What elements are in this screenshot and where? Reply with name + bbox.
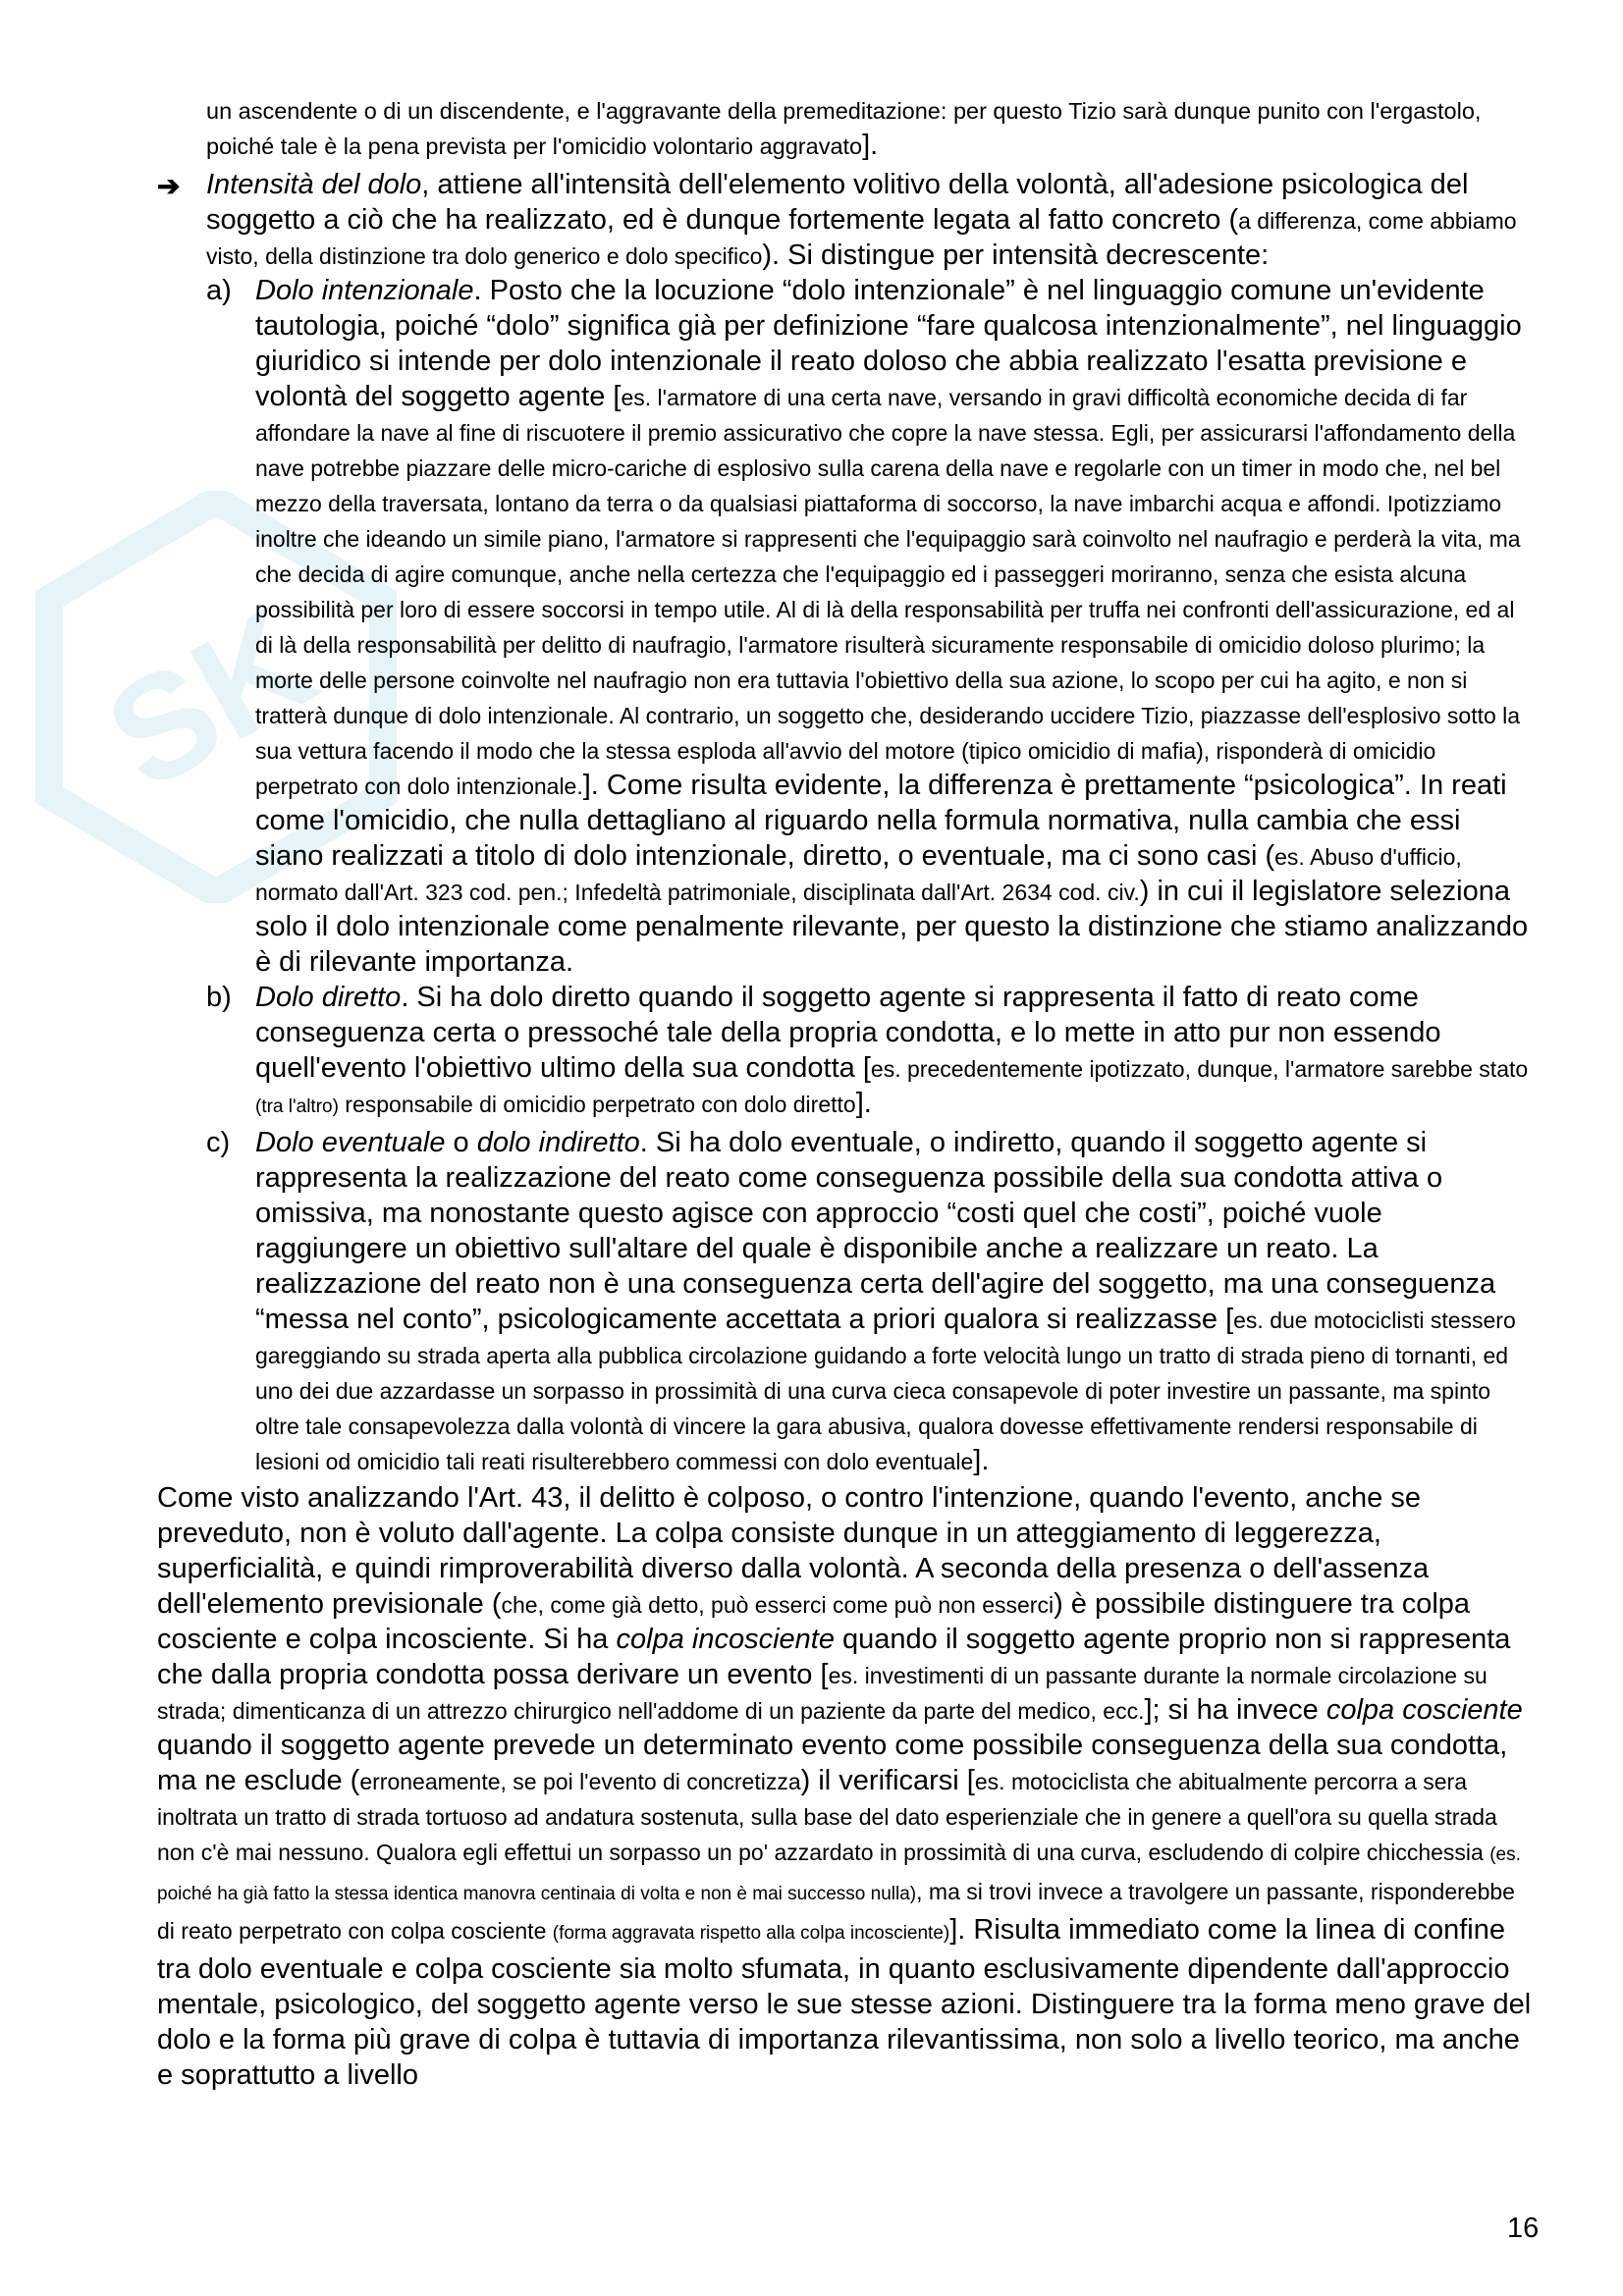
page-content — [157, 94, 1532, 2093]
paragraph-text: quando il soggetto agente proprio non si rappresenta che dalla propria condotta possa derivare un evento [ — [157, 1624, 1511, 1690]
sub-item-title: dolo indiretto — [476, 1127, 640, 1158]
colpa-paragraph — [157, 1480, 1532, 2093]
paragraph-text: quando il soggetto agente prevede un determinato evento come possibile conseguenza della sua condotta, ma ne esclude ( — [157, 1730, 1508, 1796]
paragraph-text: ) è possibile distinguere tra colpa cosciente e colpa incosciente. Si ha — [157, 1588, 1471, 1655]
sub-item-example-aside: (tra l'altro) — [255, 1096, 339, 1117]
paragraph-term: colpa incosciente — [616, 1624, 835, 1655]
sub-item-marker: c) — [206, 1127, 231, 1158]
intensity-bullet — [157, 167, 1532, 273]
paragraph-text: ]; si ha invece — [1144, 1694, 1326, 1726]
sub-item-text: ]. Come risulta evidente, la differenza è prettamente “psicologica”. In reati come l'omicidio, che nulla dettagliano al riguardo nella formula normativa, nulla cambia che essi siano realizzati a titolo di dolo intenzionale, diretto, o eventuale, ma ci sono casi ( — [255, 770, 1507, 872]
sub-item-text: o — [445, 1127, 477, 1158]
sub-item-dolo-eventuale — [157, 1125, 1532, 1478]
sub-item-text: ) in cui il legislatore seleziona solo il dolo intenzionale come penalmente rilevante, per questo la distinzione che stiamo analizzando è di rilevante importanza. — [255, 876, 1529, 978]
paragraph-text: Come visto analizzando l'Art. 43, il delitto è colposo, o contro l'intenzione, quando l'evento, anche se preveduto, non è voluto dall'agente. La colpa consiste dunque in un atteggiamento di leggerezza, superficialità, e quindi rimproverabilità diverso dalla volontà. A seconda della presenza o dell'assenza dell'elemento previsionale ( — [157, 1482, 1430, 1620]
continuation-body: un ascendente o di un discendente, e l'aggravante della premeditazione: per questo Tizio sarà dunque punito con l'ergastolo, poiché tale è la pena prevista per l'omicidio volontario aggravato — [206, 98, 1482, 159]
sub-item-example: es. l'armatore di una certa nave, versando in gravi difficoltà economiche decida di far affondare la nave al fine di riscuotere il premio assicurativo che copre la nave stessa. Egli, per assicurarsi l'affondamento della nave potrebbe piazzare delle micro-cariche di esplosivo sulla carena della nave e regolarle con un timer in modo che, nel bel mezzo della traversata, lontano da terra o da qualsiasi piattaforma di soccorso, la nave imbarchi acqua e affondi. Ipotizziamo inoltre che ideando un simile piano, l'armatore si rappresenti che l'equipaggio sarà coinvolto nel naufragio e perderà la vita, ma che decida di agire comunque, anche nella certezza che l'equipaggio ed i passeggeri moriranno, senza che esista alcuna possibilità per loro di essere soccorsi in tempo utile. Al di là della responsabilità per truffa nei confronti dell'assicurazione, ed al di là della responsabilità per delitto di naufragio, l'armatore risulterà sicuramente responsabile di omicidio doloso plurimo; la morte delle persone coinvolte nel naufragio non era tuttavia l'obiettivo della sua azione, lo scopo per cui ha agito, e non si tratterà dunque di dolo intenzionale. Al contrario, un soggetto che, desiderando uccidere Tizio, piazzasse dell'esplosivo sotto la sua vettura facendo il modo che la stessa esploda all'avvio del motore (tipico omicidio di mafia), risponderà di omicidio perpetrato con dolo intenzionale. — [255, 385, 1521, 799]
sub-item-text: . Si ha dolo eventuale, o indiretto, quando il soggetto agente si rappresenta la realizzazione del reato come conseguenza possibile della sua condotta attiva o omissiva, ma nonostante questo agisce con approccio “costi quel che costi”, poiché vuole raggiungere un obiettivo sull'altare del quale è disponibile anche a realizzare un reato. La realizzazione del reato non è una conseguenza certa dell'agire del soggetto, ma una conseguenza “messa nel conto”, psicologicamente accettata a priori qualora si realizzasse [ — [255, 1127, 1496, 1335]
sub-item-title: Dolo intenzionale — [255, 275, 474, 306]
sub-item-marker: a) — [206, 275, 232, 306]
svg-text:SK: SK — [80, 575, 341, 822]
paragraph-aside: es. investimenti di un passante durante la normale circolazione su strada; dimenticanza di un attrezzo chirurgico nell'addome di un paziente da parte del medico, ecc. — [157, 1663, 1488, 1724]
sub-item-text: . Posto che la locuzione “dolo intenzionale” è nel linguaggio comune un'evidente tautologia, poiché “dolo” significa già per definizione “fare qualcosa intenzionalmente”, nel linguaggio giuridico si intende per dolo intenzionale il reato doloso che abbia realizzato l'esatta previsione e volontà del soggetto agente [ — [255, 275, 1522, 412]
page-number: 16 — [1507, 2213, 1540, 2244]
sub-item-example: es. due motociclisti stessero gareggiando su strada aperta alla pubblica circolazione guidando a forte velocità lungo un tratto di strada pieno di tornanti, ed uno dei due azzardasse un sorpasso in prossimità di una curva cieca consapevole di poter investire un passante, ma spinto oltre tale consapevolezza dalla volontà di vincere la gara abusiva, qualora dovesse effettivamente rendersi responsabile di lesioni od omicidio tali reati risulterebbero commessi con dolo eventuale — [255, 1308, 1516, 1474]
paragraph-term: colpa cosciente — [1325, 1694, 1523, 1726]
sub-item-example: es. precedentemente ipotizzato, dunque, l'armatore sarebbe stato — [870, 1056, 1529, 1082]
intensity-text: , attiene all'intensità dell'elemento volitivo della volontà, all'adesione psicologica del soggetto a ciò che ha realizzato, ed è dunque fortemente legata al fatto concreto ( — [206, 169, 1469, 236]
paragraph-aside: che, come già detto, può esserci come può non esserci — [501, 1592, 1055, 1618]
continuation-close: ]. — [862, 130, 879, 161]
paragraph-aside: , ma si trovi invece a travolgere un passante, risponderebbe di reato perpetrato con colpa cosciente — [157, 1879, 1515, 1944]
intensity-title: Intensità del dolo — [206, 169, 422, 200]
sub-item-example: responsabile di omicidio perpetrato con dolo diretto — [338, 1092, 856, 1117]
sub-item-dolo-intenzionale — [157, 273, 1532, 980]
sub-item-marker: b) — [206, 982, 232, 1013]
sub-item-text: ]. — [855, 1088, 872, 1119]
paragraph-aside: es. motociclista che abitualmente percorra a sera inoltrata un tratto di strada tortuoso ad andatura sostenuta, sulla base del dato esperienziale che in genere a quell'ora su quella strada non c'è mai nessuno. Qualora egli effettui un sorpasso un po' azzardato in prossimità di una curva, escludendo di colpire chicchessia — [157, 1769, 1497, 1865]
paragraph-aside-small: (forma aggravata rispetto alla colpa incosciente) — [552, 1923, 950, 1944]
paragraph-aside: erroneamente, se poi l'evento di concretizza — [359, 1769, 801, 1794]
sub-item-text: . Si ha dolo diretto quando il soggetto agente si rappresenta il fatto di reato come conseguenza certa o pressoché tale della propria condotta, e lo mette in atto pur non essendo quell'evento l'obiettivo ultimo della sua condotta [ — [255, 982, 1441, 1084]
paragraph-text: ) il verificarsi [ — [800, 1765, 975, 1796]
intensity-aside: a differenza, come abbiamo visto, della distinzione tra dolo generico e dolo specifico — [206, 208, 1517, 269]
sub-item-example: es. Abuso d'ufficio, normato dall'Art. 323 cod. pen.; Infedeltà patrimoniale, disciplinata dall'Art. 2634 cod. civ. — [255, 844, 1462, 905]
intensity-text-end: ). Si distingue per intensità decrescente: — [762, 240, 1270, 271]
continuation-text — [206, 94, 1532, 163]
sub-item-text: ]. — [973, 1445, 990, 1476]
sub-item-title: Dolo diretto — [255, 982, 402, 1013]
paragraph-aside-small: (es. poiché ha già fatto la stessa identica manovra centinaia di volta e non è mai successo nulla) — [157, 1844, 1521, 1904]
sub-item-dolo-diretto — [157, 980, 1532, 1125]
sub-item-title: Dolo eventuale — [255, 1127, 446, 1158]
arrow-right-icon: ➔ — [157, 171, 181, 201]
paragraph-text: ]. Risulta immediato come la linea di confine tra dolo eventuale e colpa cosciente sia molto sfumata, in quanto esclusivamente dipendente dall'approccio mentale, psicologico, del soggetto agente verso le sue stesse azioni. Distinguere tra la forma meno grave del dolo e la forma più grave di colpa è tuttavia di importanza rilevantissima, non solo a livello teorico, ma anche e soprattutto a livello — [157, 1914, 1532, 2091]
